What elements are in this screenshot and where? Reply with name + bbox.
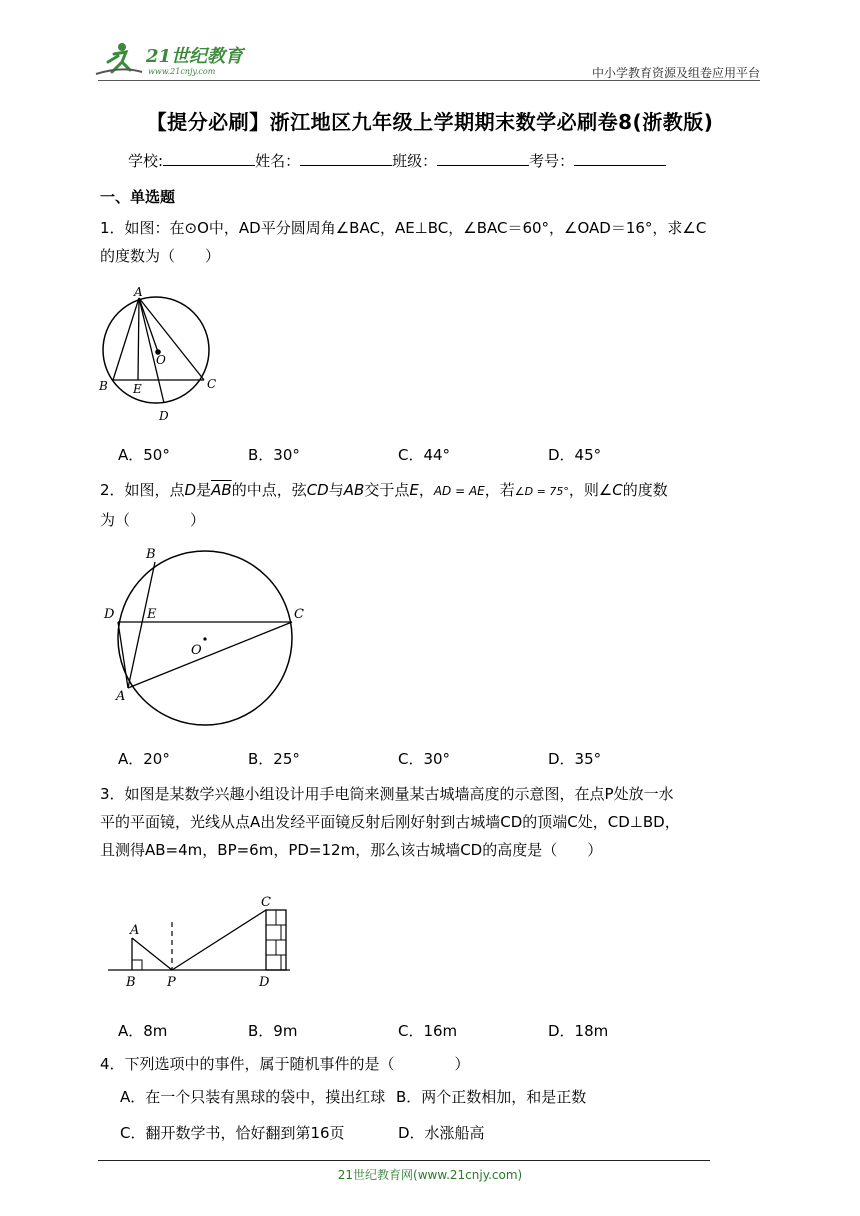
question-2: [100, 476, 760, 534]
figure-3: [104, 892, 300, 992]
q4-option-b[interactable]: B．两个正数相加，和是正数: [396, 1088, 587, 1106]
label-o: O: [191, 643, 202, 658]
school-blank[interactable]: [163, 153, 255, 166]
label-o: O: [156, 353, 166, 367]
label-d: D: [259, 975, 270, 990]
city-wall: [266, 910, 286, 970]
q1-option-d[interactable]: D．45°: [548, 446, 602, 464]
footer-divider: [98, 1160, 710, 1161]
circle-o: [103, 297, 209, 403]
section-heading: 一、单选题: [100, 188, 176, 206]
q3-option-a[interactable]: A．8m: [118, 1022, 168, 1040]
question-3-line3: 且测得AB=4m，BP=6m，PD=12m，那么该古城墙CD的高度是（ ）: [100, 841, 603, 859]
question-3: [100, 780, 760, 864]
q4-option-c[interactable]: C．翻开数学书，恰好翻到第16页: [120, 1124, 345, 1142]
q2-option-c[interactable]: C．30°: [398, 750, 451, 768]
q2-option-b[interactable]: B．25°: [248, 750, 300, 768]
header-divider: [98, 80, 760, 81]
q2-option-d[interactable]: D．35°: [548, 750, 602, 768]
figure-1: [96, 284, 226, 424]
label-a: A: [130, 923, 140, 938]
question-1: [100, 214, 760, 270]
class-blank[interactable]: [437, 153, 529, 166]
q1-option-a[interactable]: A．50°: [118, 446, 170, 464]
label-b: B: [146, 547, 156, 562]
question-1-line1: 1．如图：在⊙O中，AD平分圆周角∠BAC，AE⊥BC，∠BAC＝60°，∠OAD＝16°，求∠C: [100, 219, 707, 237]
student-info-row: [128, 150, 666, 171]
q3-option-b[interactable]: B．9m: [248, 1022, 298, 1040]
runner-icon: [96, 43, 142, 74]
q4-option-d[interactable]: D．水涨船高: [398, 1124, 485, 1142]
school-label: 学校:: [128, 152, 164, 170]
figure-2: [100, 542, 320, 732]
footer-text[interactable]: 21世纪教育网(www.21cnjy.com): [337, 1168, 523, 1182]
label-d: D: [159, 409, 169, 423]
label-e: E: [133, 382, 142, 396]
question-4: [100, 1050, 760, 1078]
label-b: B: [126, 975, 136, 990]
name-blank[interactable]: [300, 153, 392, 166]
label-a: A: [116, 689, 126, 704]
label-b: B: [99, 379, 108, 393]
site-logo: [92, 40, 272, 80]
page-title: 【提分必刷】浙江地区九年级上学期期末数学必刷卷8(浙教版): [146, 110, 714, 134]
label-d: D: [104, 607, 115, 622]
label-c: C: [294, 607, 304, 622]
question-4-line1: 4．下列选项中的事件，属于随机事件的是（ ）: [100, 1055, 470, 1073]
question-2-line2: 为（ ）: [100, 511, 206, 529]
label-e: E: [147, 607, 157, 622]
label-p: P: [167, 975, 176, 990]
q4-option-a[interactable]: A．在一个只装有黑球的袋中，摸出红球: [120, 1088, 386, 1106]
q3-option-d[interactable]: D．18m: [548, 1022, 609, 1040]
class-label: 班级：: [392, 152, 438, 170]
q1-option-b[interactable]: B．30°: [248, 446, 300, 464]
label-c: C: [261, 895, 271, 910]
name-label: 姓名：: [255, 152, 301, 170]
q3-option-c[interactable]: C．16m: [398, 1022, 458, 1040]
center-point: [203, 637, 206, 640]
label-a: A: [134, 285, 143, 299]
question-2-line1: 2．如图，点D是$\overline{AB}$的中点，弦CD与AB交于点E，AD = AE，若∠D = 75°，则∠C的度数: [100, 481, 668, 499]
number-label: 考号：: [529, 152, 575, 170]
platform-tagline: 中小学教育资源及组卷应用平台: [591, 66, 760, 80]
question-3-line1: 3．如图是某数学兴趣小组设计用手电筒来测量某古城墙高度的示意图，在点P处放一水: [100, 785, 674, 803]
logo-url: www.21cnjy.com: [148, 67, 216, 76]
label-c: C: [207, 377, 217, 391]
question-1-line2: 的度数为（ ）: [100, 247, 221, 265]
question-3-line2: 平的平面镜，光线从点A出发经平面镜反射后刚好射到古城墙CD的顶端C处，CD⊥BD，: [100, 813, 680, 831]
q2-option-a[interactable]: A．20°: [118, 750, 170, 768]
q1-option-c[interactable]: C．44°: [398, 446, 451, 464]
number-blank[interactable]: [574, 153, 666, 166]
logo-text: 21世纪教育: [146, 46, 244, 67]
